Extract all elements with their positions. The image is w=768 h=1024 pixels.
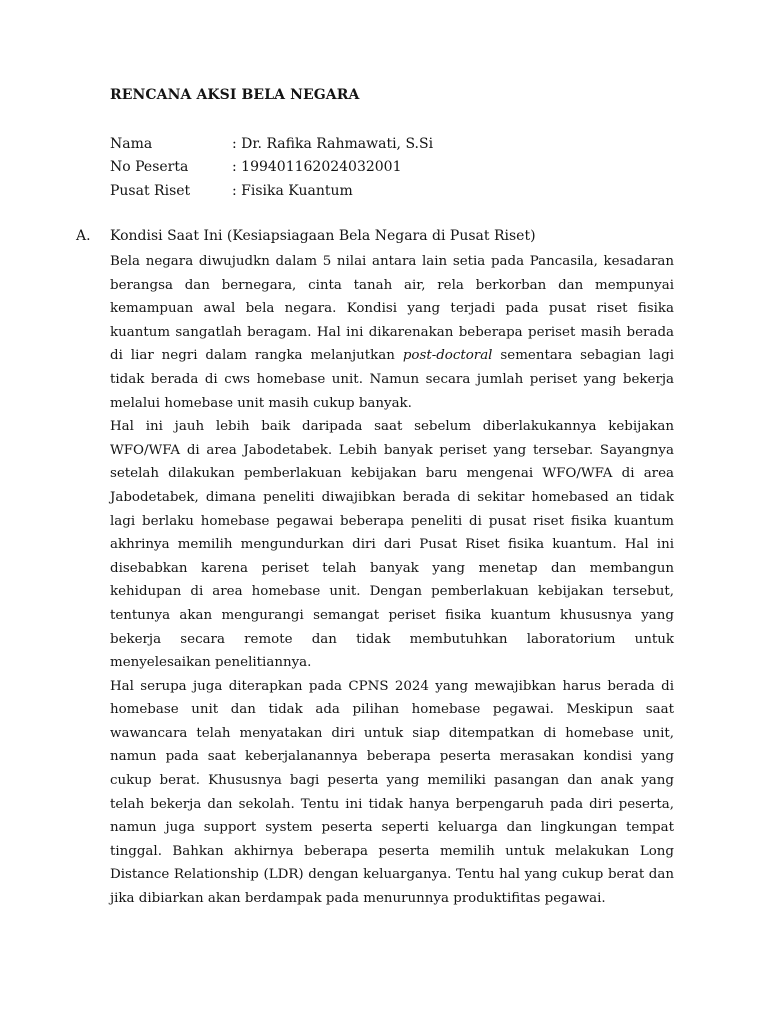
paragraph-1 — [110, 250, 674, 415]
info-value: : Fisika Kuantum — [232, 182, 353, 199]
info-row-nama — [110, 132, 433, 156]
identity-block — [110, 132, 433, 203]
info-label: Nama — [110, 135, 153, 152]
italic-term: post-doctoral — [402, 348, 493, 364]
info-value: : 199401162024032001 — [232, 159, 402, 176]
info-value: : Dr. Rafika Rahmawati, S.Si — [232, 135, 434, 152]
document-title: RENCANA AKSI BELA NEGARA — [110, 87, 360, 103]
paragraph-2: Hal ini jauh lebih baik daripada saat sebelum diberlakukannya kebijakan WFO/WFA di area Jabodetabek. Lebih banyak periset yang tersebar. Sayangnya setelah dilakukan pemberlakuan kebijakan baru mengenai WFO/WFA di area Jabodetabek, dimana peneliti diwajibkan berada di sekitar homebased an tidak lagi berlaku homebase pegawai beberapa peneliti di pusat riset fisika kuantum akhrinya memilih mengundurkan diri dari Pusat Riset fisika kuantum. Hal ini disebabkan karena periset telah banyak yang menetap dan membangun kehidupan di area homebase unit. Dengan pemberlakuan kebijakan tersebut, tentunya akan mengurangi semangat periset fisika kuantum khususnya yang bekerja secara remote dan tidak membutuhkan laboratorium untuk menyelesaikan penelitiannya. — [110, 419, 674, 671]
section-heading: Kondisi Saat Ini (Kesiapsiagaan Bela Negara di Pusat Riset) — [110, 228, 536, 244]
info-label: Pusat Riset — [110, 182, 191, 199]
paragraph-1-text-a: Bela negara diwujudkn dalam 5 nilai antara lain setia pada Pancasila, kesadaran berangsa dan bernegara, cinta tanah air, rela berkorban dan mempunyai kemampuan awal bela negara. Kondisi yang terjadi pada pusat riset fisika kuantum sangatlah beragam. Hal ini dikarenakan beberapa periset masih berada di liar negri dalam rangka melanjutkan — [110, 254, 674, 364]
info-row-no-peserta — [110, 156, 433, 180]
info-row-pusat-riset — [110, 179, 433, 203]
section-body — [110, 250, 674, 911]
info-label: No Peserta — [110, 159, 189, 176]
section-letter: A. — [76, 228, 91, 244]
paragraph-3: Hal serupa juga diterapkan pada CPNS 2024 yang mewajibkan harus berada di homebase unit dan tidak ada pilihan homebase pegawai. Meskipun saat wawancara telah menyatakan diri untuk siap ditempatkan di homebase unit, namun pada saat keberjalanannya beberapa peserta merasakan kondisi yang cukup berat. Khususnya bagi peserta yang memiliki pasangan dan anak yang telah bekerja dan sekolah. Tentu ini tidak hanya berpengaruh pada diri peserta, namun juga support system peserta seperti keluarga dan lingkungan tempat tinggal. Bahkan akhirnya beberapa peserta memilih untuk melakukan Long Distance Relationship (LDR) dengan keluarganya. Tentu hal yang cukup berat dan jika dibiarkan akan berdampak pada menurunnya produktifitas pegawai. — [110, 678, 674, 907]
paragraph-1-text-b: sementara sebagian lagi tidak berada di cws homebase unit. Namun secara jumlah periset yang bekerja melalui homebase unit masih cukup banyak. — [110, 348, 674, 411]
